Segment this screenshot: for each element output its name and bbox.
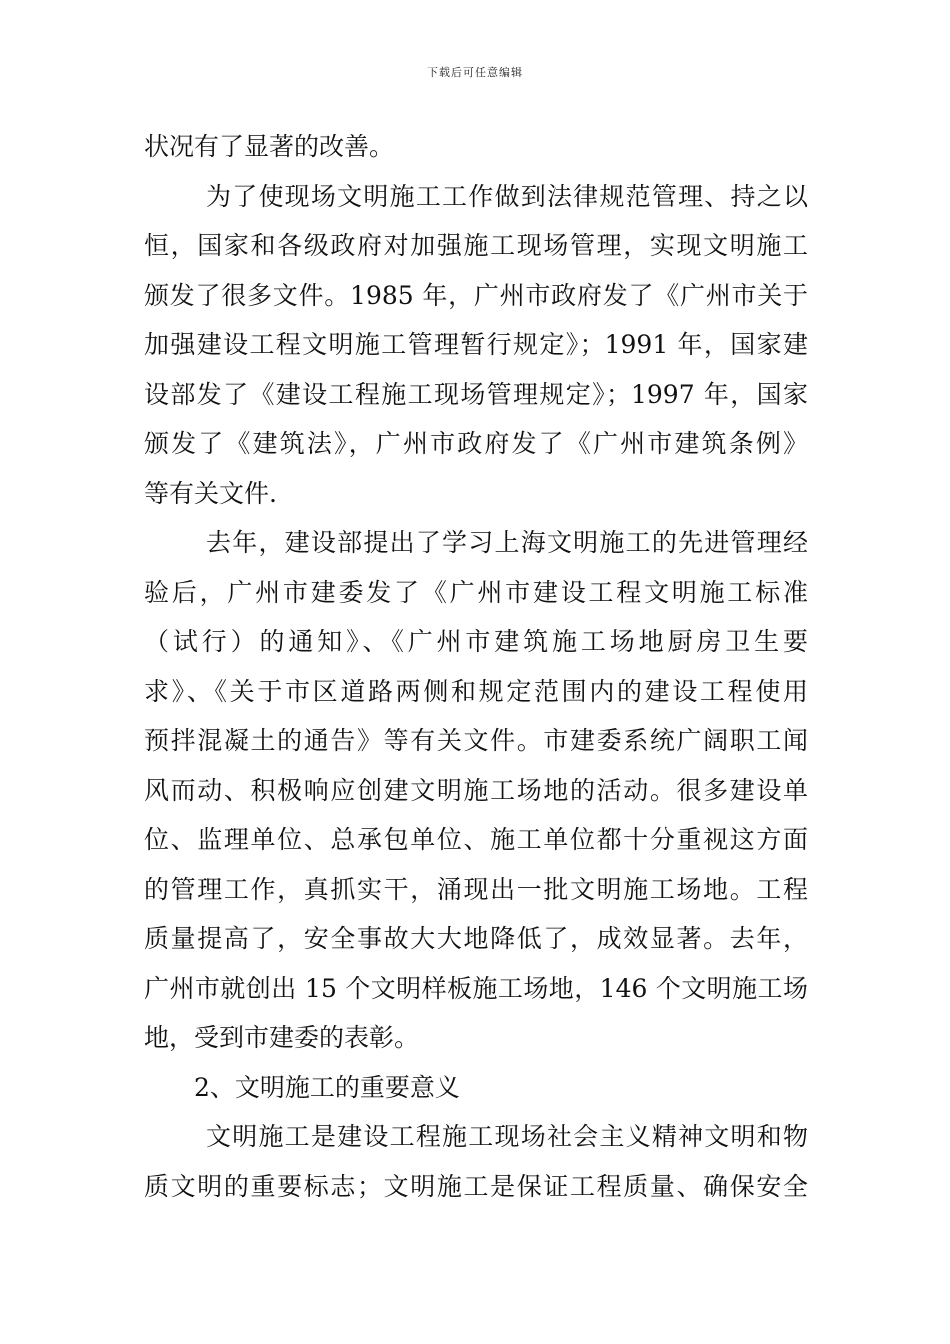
text-line: 设部发了《建设工程施工现场管理规定》；1997 年，国家 <box>144 379 808 409</box>
text-line: 预拌混凝土的通告》等有关文件。市建委系统广阔职工闻 <box>144 726 808 755</box>
text-line: （试行）的通知》、《广州市建筑施工场地厨房卫生要 <box>144 627 808 656</box>
text-line: 风而动、积极响应创建文明施工场地的活动。很多建设单 <box>144 775 808 805</box>
text-line: 广州市就创出 15 个文明样板施工场地，146 个文明施工场 <box>144 973 808 1003</box>
text-line: 质量提高了，安全事故大大地降低了，成效显著。去年， <box>144 924 808 953</box>
text-line: 恒，国家和各级政府对加强施工现场管理，实现文明施工 <box>144 231 808 260</box>
text-line: 的管理工作，真抓实干，涌现出一批文明施工场地。工程 <box>144 874 808 904</box>
document-body <box>144 122 808 1211</box>
text-line: 等有关文件. <box>144 478 277 508</box>
paragraph-start-line: 为了使现场文明施工工作做到法律规范管理、持之以 <box>206 181 808 211</box>
text-line: 颁发了很多文件。1985 年，广州市政府发了《广州市关于 <box>144 280 808 310</box>
text-line: 状况有了显著的改善。 <box>144 132 395 161</box>
text-line: 加强建设工程文明施工管理暂行规定》；1991 年，国家建 <box>144 330 808 359</box>
section-heading: 2、文明施工的重要意义 <box>194 1072 460 1102</box>
header-note: 下载后可任意编辑 <box>427 66 523 79</box>
paragraph-start-line: 去年，建设部提出了学习上海文明施工的先进管理经 <box>206 528 808 557</box>
text-line: 位、监理单位、总承包单位、施工单位都十分重视这方面 <box>144 825 808 854</box>
text-line: 验后，广州市建委发了《广州市建设工程文明施工标准 <box>144 577 808 607</box>
text-line: 地，受到市建委的表彰。 <box>144 1023 420 1052</box>
text-line: 颁发了《建筑法》，广州市政府发了《广州市建筑条例》 <box>144 429 808 458</box>
text-line: 质文明的重要标志；文明施工是保证工程质量、确保安全 <box>144 1171 808 1201</box>
text-line: 求》、《关于市区道路两侧和规定范围内的建设工程使用 <box>144 676 808 706</box>
paragraph-start-line: 文明施工是建设工程施工现场社会主义精神文明和物 <box>206 1122 808 1151</box>
